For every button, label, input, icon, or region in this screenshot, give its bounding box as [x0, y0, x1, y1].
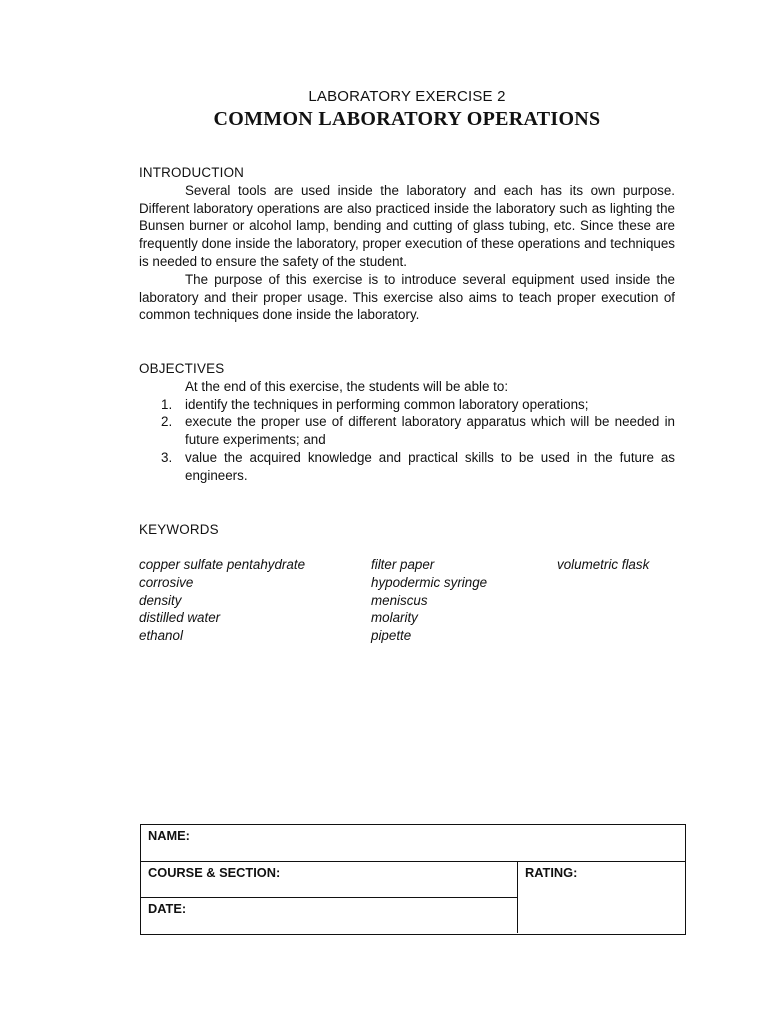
objective-text: execute the proper use of different laboratory apparatus which will be needed in future experiments; and: [185, 414, 675, 448]
name-label: NAME:: [148, 828, 190, 843]
introduction-paragraph-1: Several tools are used inside the laboratory and each has its own purpose. Different laboratory operations are also practiced inside the laboratory such as lighting the Bunsen burner or alcohol lamp, bending and cutting of glass tubing, etc. Since these are frequently done inside the laboratory, proper execution of these operations and techniques is needed to ensure the safety of the student.: [139, 182, 675, 269]
exercise-number: LABORATORY EXERCISE 2: [308, 88, 506, 105]
keyword: filter paper: [371, 557, 435, 572]
date-field[interactable]: [141, 898, 518, 933]
objectives-list: [139, 396, 675, 485]
keywords-section: [139, 521, 675, 539]
course-section-field[interactable]: [141, 862, 518, 898]
rating-field[interactable]: [518, 862, 684, 933]
objective-item: [139, 396, 675, 414]
course-section-label: COURSE & SECTION:: [148, 865, 281, 880]
keywords-column-2: [371, 556, 487, 645]
keyword: volumetric flask: [557, 557, 650, 572]
keyword: density: [139, 592, 182, 608]
objective-number: 3.: [161, 449, 173, 465]
keyword: meniscus: [371, 592, 428, 608]
introduction-paragraph-2: The purpose of this exercise is to introduce several equipment used inside the laboratory and their proper usage. This exercise also aims to teach proper execution of common techniques done inside the laboratory.: [139, 271, 675, 323]
objective-text: identify the techniques in performing common laboratory operations;: [185, 396, 589, 412]
keyword: hypodermic syringe: [371, 574, 488, 590]
objective-item: [139, 413, 675, 449]
keyword: molarity: [371, 610, 418, 626]
keywords-heading: KEYWORDS: [139, 522, 219, 537]
objectives-lead: At the end of this exercise, the students will be able to:: [185, 378, 509, 394]
name-field[interactable]: [141, 825, 685, 862]
objective-item: [139, 449, 675, 485]
introduction-heading: INTRODUCTION: [139, 165, 245, 180]
page-title: COMMON LABORATORY OPERATIONS: [213, 108, 601, 130]
date-label: DATE:: [148, 901, 187, 916]
keyword: pipette: [371, 628, 412, 644]
objectives-section: [139, 360, 675, 485]
objective-number: 1.: [161, 396, 173, 412]
introduction-section: [139, 164, 675, 324]
objectives-heading: OBJECTIVES: [139, 361, 225, 376]
keyword: distilled water: [139, 610, 221, 626]
keywords-column-3: [557, 556, 649, 574]
keyword: ethanol: [139, 628, 183, 644]
student-info-table: [140, 824, 686, 935]
keyword: corrosive: [139, 574, 194, 590]
rating-label: RATING:: [525, 865, 578, 880]
objective-text: value the acquired knowledge and practical skills to be used in the future as engineers.: [185, 449, 675, 483]
keyword: copper sulfate pentahydrate: [139, 557, 306, 572]
keywords-column-1: [139, 556, 305, 645]
objective-number: 2.: [161, 414, 173, 430]
